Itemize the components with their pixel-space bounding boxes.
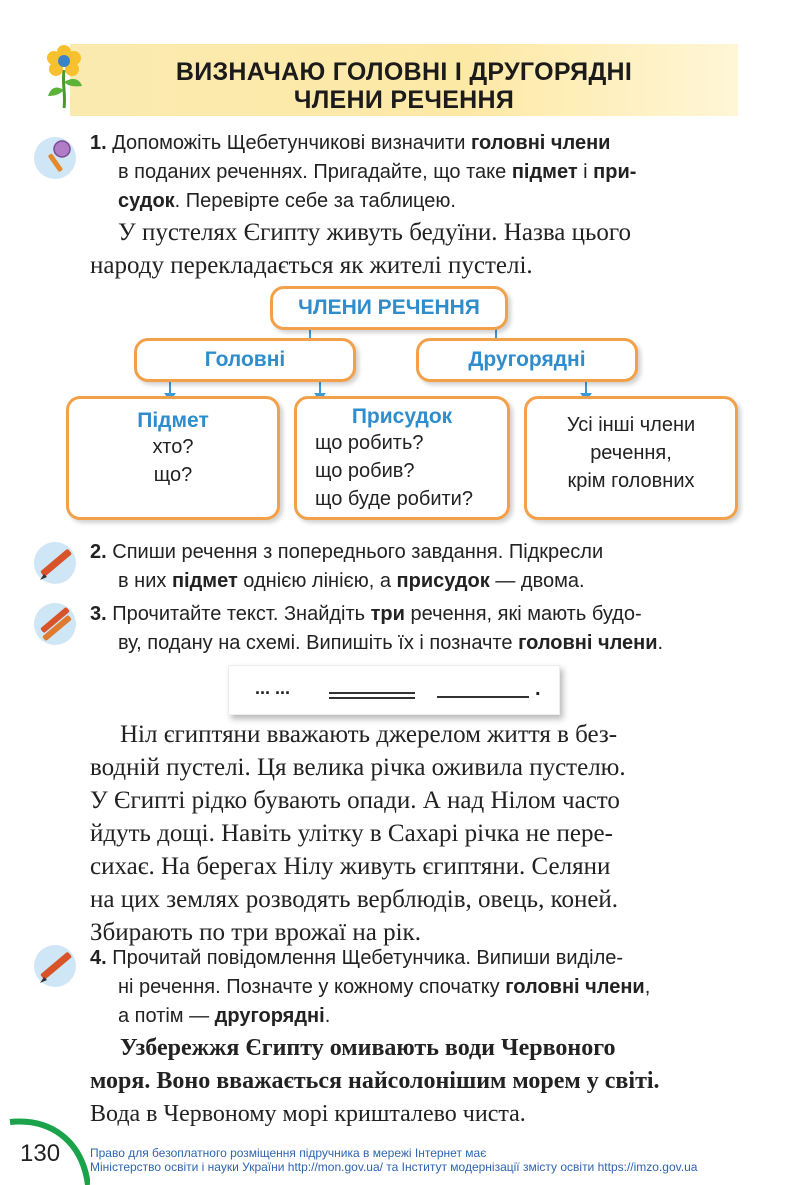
reading-text [90, 718, 740, 949]
text-line: Ніл єгиптяни вважають джерелом життя в без- [120, 721, 618, 748]
task-1-text: в поданих реченнях. Пригадайте, що таке [118, 161, 512, 183]
predicate-question: що робить? [315, 432, 424, 454]
others-text: Усі інші члени [566, 414, 696, 436]
footer-note-line: Міністерство освіти і науки України http://mon.gov.ua/ та Інститут модернізації змісту освіти https://imzo.gov.ua [90, 1160, 698, 1174]
task-4-text: , [644, 976, 651, 998]
emphasis: головні члени [505, 976, 645, 998]
message-line: Вода в Червоному морі кришталево чиста. [90, 1101, 526, 1127]
diagram-secondary-box [416, 338, 638, 382]
task-number: 4. [90, 947, 107, 969]
task-4-text: ні речення. Позначте у кожному спочатку [118, 976, 506, 998]
footer-note-line: Право для безоплатного розміщення підручника в мережі Інтернет має [90, 1146, 487, 1160]
text-line: на цих землях розводять верблюдів, овець, коней. [90, 886, 619, 913]
predicate-underline [437, 696, 529, 698]
subject-underline [329, 692, 415, 694]
task-3-text: речення, які мають будо- [404, 603, 642, 625]
diagram-main-box [134, 338, 356, 382]
diagram-root-label: ЧЛЕНИ РЕЧЕННЯ [298, 296, 480, 319]
predicate-question: що робив? [315, 460, 415, 482]
title-line-2: ЧЛЕНИ РЕЧЕННЯ [293, 86, 515, 114]
page-number: 130 [20, 1140, 61, 1167]
task-4-text: . [324, 1005, 331, 1027]
diagram-predicate-box [294, 396, 510, 520]
footer-note [90, 1146, 697, 1174]
sentence-line: народу перекладається як жителі пустелі. [90, 252, 533, 279]
emphasis: судок [118, 190, 175, 212]
task-2-text: в них [118, 570, 172, 592]
task-4-text: Прочитай повідомлення Щебетунчика. Випиши виділе- [112, 947, 624, 969]
task-3-text: Прочитайте текст. Знайдіть [112, 603, 371, 625]
sentence-scheme [228, 665, 560, 715]
emphasis: другорядні [214, 1005, 325, 1027]
sentence-line: У пустелях Єгипту живуть бедуїни. Назва цього [118, 219, 632, 246]
text-line: сихає. На берегах Нілу живуть єгиптяни. Селяни [90, 853, 611, 880]
task-4-message [90, 1032, 740, 1131]
pen-icon [32, 943, 78, 989]
task-4-instructions [90, 944, 738, 1031]
predicate-question: що буде робити? [315, 488, 473, 510]
message-bold-line: Узбережжя Єгипту омивають води Червоного [120, 1035, 616, 1061]
task-number: 1. [90, 132, 107, 154]
task-number: 3. [90, 603, 107, 625]
task-4-text: а потім — [118, 1005, 215, 1027]
scheme-dots: ... ... [255, 678, 291, 698]
task-2-text: однією лінією, а [237, 570, 397, 592]
diagram-secondary-label: Другорядні [468, 348, 586, 371]
subject-label: Підмет [137, 409, 209, 432]
emphasis: присудок [396, 570, 490, 592]
message-bold-line: моря. Воно вважається найсолонішим морем у світі. [90, 1068, 660, 1094]
emphasis: підмет [171, 570, 238, 592]
pen-icon [32, 540, 78, 586]
subject-underline-second [329, 697, 415, 699]
diagram-main-label: Головні [204, 348, 286, 371]
diagram-subject-box [66, 396, 280, 520]
diagram-others-box [524, 396, 738, 520]
subject-question: що? [153, 464, 193, 486]
diagram-root-box [270, 286, 508, 330]
others-text: крім головних [567, 470, 695, 492]
emphasis: три [370, 603, 405, 625]
task-3-text: . [657, 632, 664, 654]
task-2-text: Спиши речення з попереднього завдання. Підкресли [112, 541, 604, 563]
text-line: йдуть дощі. Навіть улітку в Сахарі річка не пере- [90, 820, 613, 847]
task-3-instructions [90, 600, 738, 658]
scheme-period: . [535, 678, 541, 700]
task-3-text: ву, подану на схемі. Випишіть їх і позначте [118, 632, 519, 654]
task-1-text: і [577, 161, 594, 183]
others-text: речення, [590, 442, 672, 464]
subject-question: хто? [152, 436, 194, 458]
predicate-label: Присудок [351, 405, 453, 428]
emphasis: при- [593, 161, 637, 183]
text-line: водній пустелі. Ця велика річка оживила пустелю. [90, 754, 626, 781]
task-2-instructions [90, 538, 738, 596]
emphasis: головні члени [518, 632, 658, 654]
task-1-text: Допоможіть Щебетунчикові визначити [112, 132, 471, 154]
task-number: 2. [90, 541, 107, 563]
emphasis: головні члени [470, 132, 611, 154]
pens-icon [32, 601, 78, 647]
text-line: У Єгипті рідко бувають опади. А над Нілом часто [90, 787, 620, 814]
task-2-text: — двома. [489, 570, 585, 592]
emphasis: підмет [511, 161, 578, 183]
title-line-1: ВИЗНАЧАЮ ГОЛОВНІ І ДРУГОРЯДНІ [175, 58, 633, 86]
text-line: Збирають по три врожаї на рік. [90, 919, 421, 946]
task-1-text: . Перевірте себе за таблицею. [174, 190, 456, 212]
